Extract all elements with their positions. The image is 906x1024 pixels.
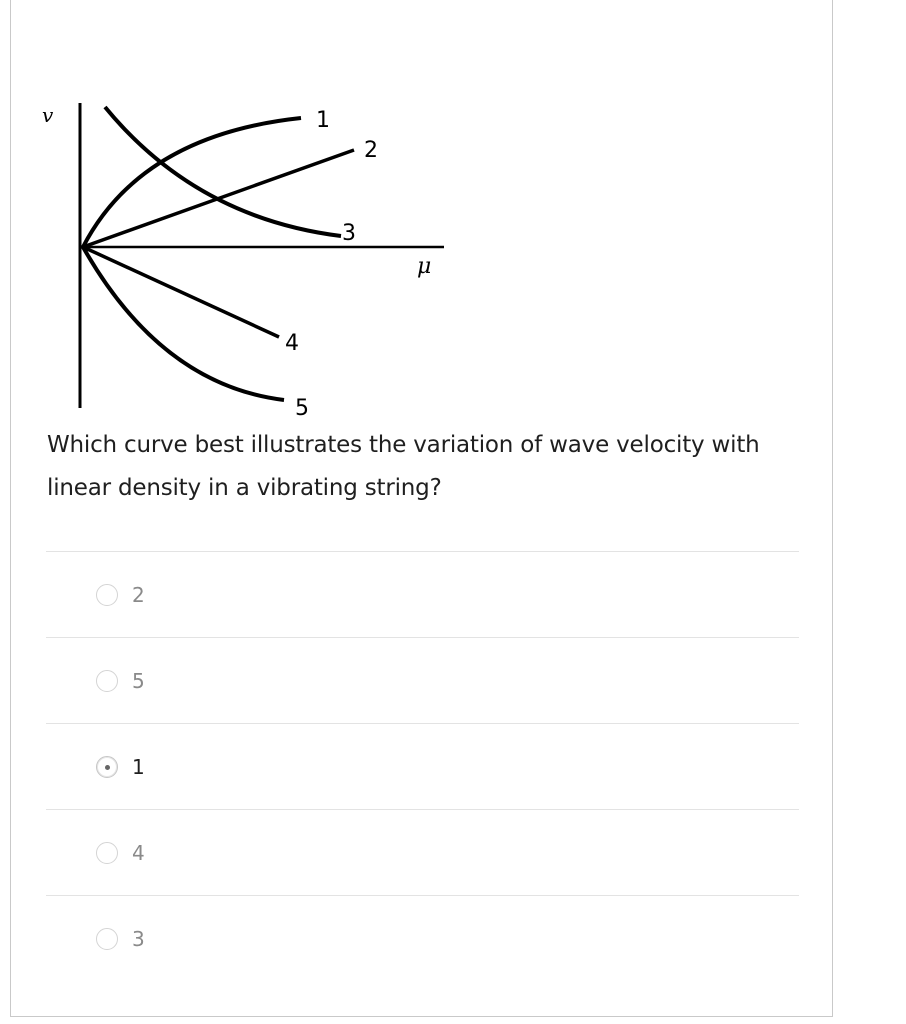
answer-options xyxy=(46,551,799,981)
option-label: 5 xyxy=(132,668,145,693)
option-4[interactable] xyxy=(46,810,799,895)
radio-button[interactable] xyxy=(96,584,118,606)
option-5[interactable] xyxy=(46,638,799,723)
x-axis-label: μ xyxy=(417,254,432,279)
curve-3 xyxy=(105,107,341,236)
radio-button-selected[interactable] xyxy=(96,756,118,778)
curve-label-3: 3 xyxy=(342,221,356,246)
option-3[interactable] xyxy=(46,896,799,981)
option-1[interactable] xyxy=(46,724,799,809)
radio-button[interactable] xyxy=(96,928,118,950)
option-2[interactable] xyxy=(46,552,799,637)
radio-button[interactable] xyxy=(96,842,118,864)
radio-button[interactable] xyxy=(96,670,118,692)
curve-label-5: 5 xyxy=(295,396,309,421)
velocity-density-graph xyxy=(11,0,834,430)
question-card xyxy=(10,0,833,1017)
option-label: 1 xyxy=(132,754,145,779)
option-label: 3 xyxy=(132,926,145,951)
curve-label-1: 1 xyxy=(316,108,330,133)
curve-label-4: 4 xyxy=(285,331,299,356)
option-label: 4 xyxy=(132,840,145,865)
curve-5 xyxy=(83,247,284,400)
curve-label-2: 2 xyxy=(364,138,378,163)
y-axis-label: v xyxy=(42,103,54,127)
option-label: 2 xyxy=(132,582,145,607)
question-text: Which curve best illustrates the variation of wave velocity with linear density in a vibrating string? xyxy=(47,432,760,501)
